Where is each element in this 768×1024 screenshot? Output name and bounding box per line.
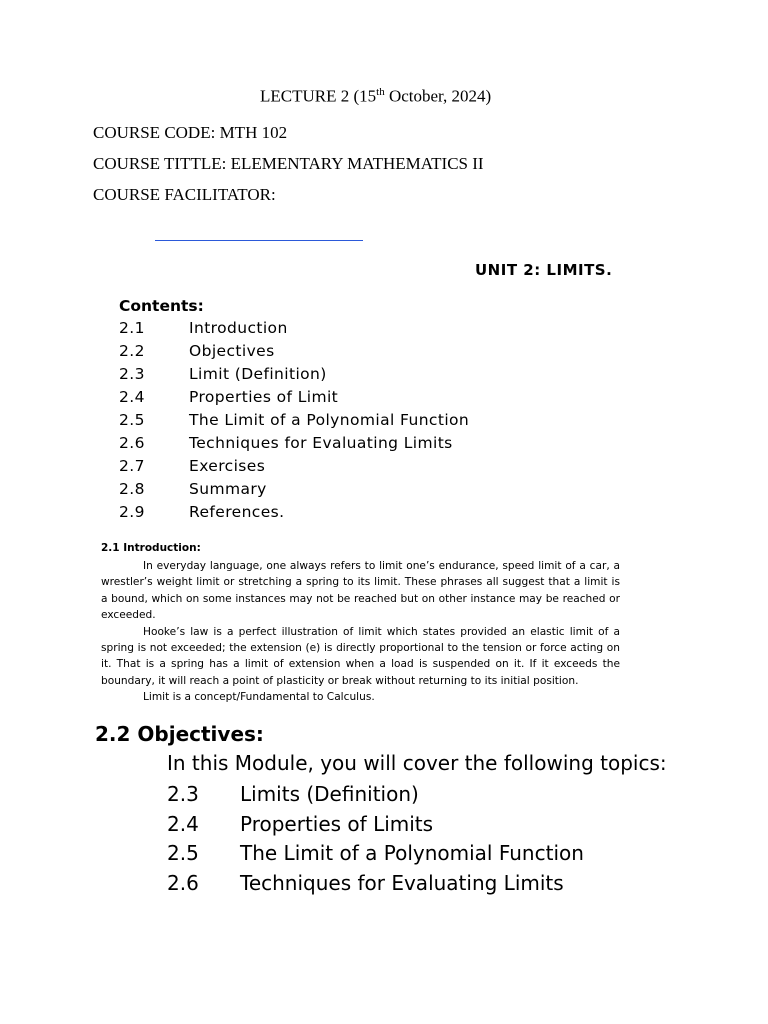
course-title: COURSE TITTLE: ELEMENTARY MATHEMATICS II bbox=[93, 154, 484, 173]
contents-item-label: The Limit of a Polynomial Function bbox=[189, 411, 470, 429]
course-facilitator: COURSE FACILITATOR: bbox=[93, 185, 276, 204]
contents-item-label: Properties of Limit bbox=[189, 388, 339, 406]
facilitator-link-underline[interactable] bbox=[155, 240, 363, 241]
contents-item-number: 2.9 bbox=[119, 503, 145, 521]
introduction-paragraph: Hooke’s law is a perfect illustration of limit which states provided an elastic limit of a spring is not exceeded; the extension (e) is directly proportional to the tension or force acting on it. That is a spring has a limit of extension when a load is suspended on it. If it exceeds the boundary, it will reach a point of plasticity or break without returning to its initial position. bbox=[101, 625, 620, 687]
objectives-title: 2.2 Objectives: bbox=[95, 722, 264, 746]
introduction-paragraph: Limit is a concept/Fundamental to Calculus. bbox=[143, 691, 375, 704]
introduction-body bbox=[101, 558, 620, 706]
contents-list bbox=[119, 319, 619, 526]
objectives-item-number: 2.5 bbox=[167, 841, 199, 865]
objectives-item bbox=[167, 871, 584, 901]
objectives-item-label: Limits (Definition) bbox=[240, 782, 419, 806]
objectives-item bbox=[167, 812, 584, 842]
contents-item bbox=[119, 365, 619, 388]
contents-item-label: Techniques for Evaluating Limits bbox=[189, 434, 453, 452]
objectives-list bbox=[167, 782, 584, 900]
contents-item bbox=[119, 503, 619, 526]
contents-item bbox=[119, 457, 619, 480]
contents-item-label: Objectives bbox=[189, 342, 275, 360]
lecture-heading: LECTURE 2 (15th October, 2024) bbox=[260, 86, 492, 106]
contents-item-number: 2.5 bbox=[119, 411, 145, 429]
contents-item-number: 2.3 bbox=[119, 365, 145, 383]
contents-item-number: 2.8 bbox=[119, 480, 145, 498]
contents-item-label: Summary bbox=[189, 480, 267, 498]
objectives-item-label: Techniques for Evaluating Limits bbox=[240, 870, 564, 895]
contents-item-label: References. bbox=[189, 503, 285, 521]
contents-item bbox=[119, 388, 619, 411]
contents-item bbox=[119, 434, 619, 457]
course-code: COURSE CODE: MTH 102 bbox=[93, 123, 288, 142]
objectives-item-number: 2.4 bbox=[167, 811, 199, 836]
introduction-paragraph: In everyday language, one always refers to limit one’s endurance, speed limit of a car, a wrestler’s weight limit or stretching a spring to its limit. These phrases all suggest that a limit is a bound, which on some instances may not be reached but on other instance may be reached or exceeded. bbox=[101, 560, 620, 622]
objectives-intro: In this Module, you will cover the following topics: bbox=[167, 751, 667, 775]
contents-item bbox=[119, 319, 619, 342]
contents-item bbox=[119, 480, 619, 503]
introduction-title: 2.1 Introduction: bbox=[101, 542, 201, 554]
objectives-item bbox=[167, 782, 584, 812]
contents-item-label: Limit (Definition) bbox=[189, 365, 327, 383]
contents-item-number: 2.4 bbox=[119, 388, 145, 406]
contents-item bbox=[119, 411, 619, 434]
contents-item-label: Exercises bbox=[189, 457, 266, 475]
unit-title: UNIT 2: LIMITS. bbox=[475, 261, 613, 279]
contents-item-number: 2.6 bbox=[119, 434, 145, 452]
objectives-item-label: The Limit of a Polynomial Function bbox=[240, 841, 584, 865]
objectives-item bbox=[167, 841, 584, 871]
contents-item-number: 2.7 bbox=[119, 457, 145, 475]
objectives-item-number: 2.6 bbox=[167, 870, 199, 895]
contents-item-number: 2.2 bbox=[119, 342, 145, 360]
objectives-item-label: Properties of Limits bbox=[240, 811, 434, 836]
objectives-item-number: 2.3 bbox=[167, 782, 199, 806]
contents-item bbox=[119, 342, 619, 365]
contents-title: Contents: bbox=[119, 297, 204, 315]
contents-item-label: Introduction bbox=[189, 319, 288, 337]
contents-item-number: 2.1 bbox=[119, 319, 145, 337]
